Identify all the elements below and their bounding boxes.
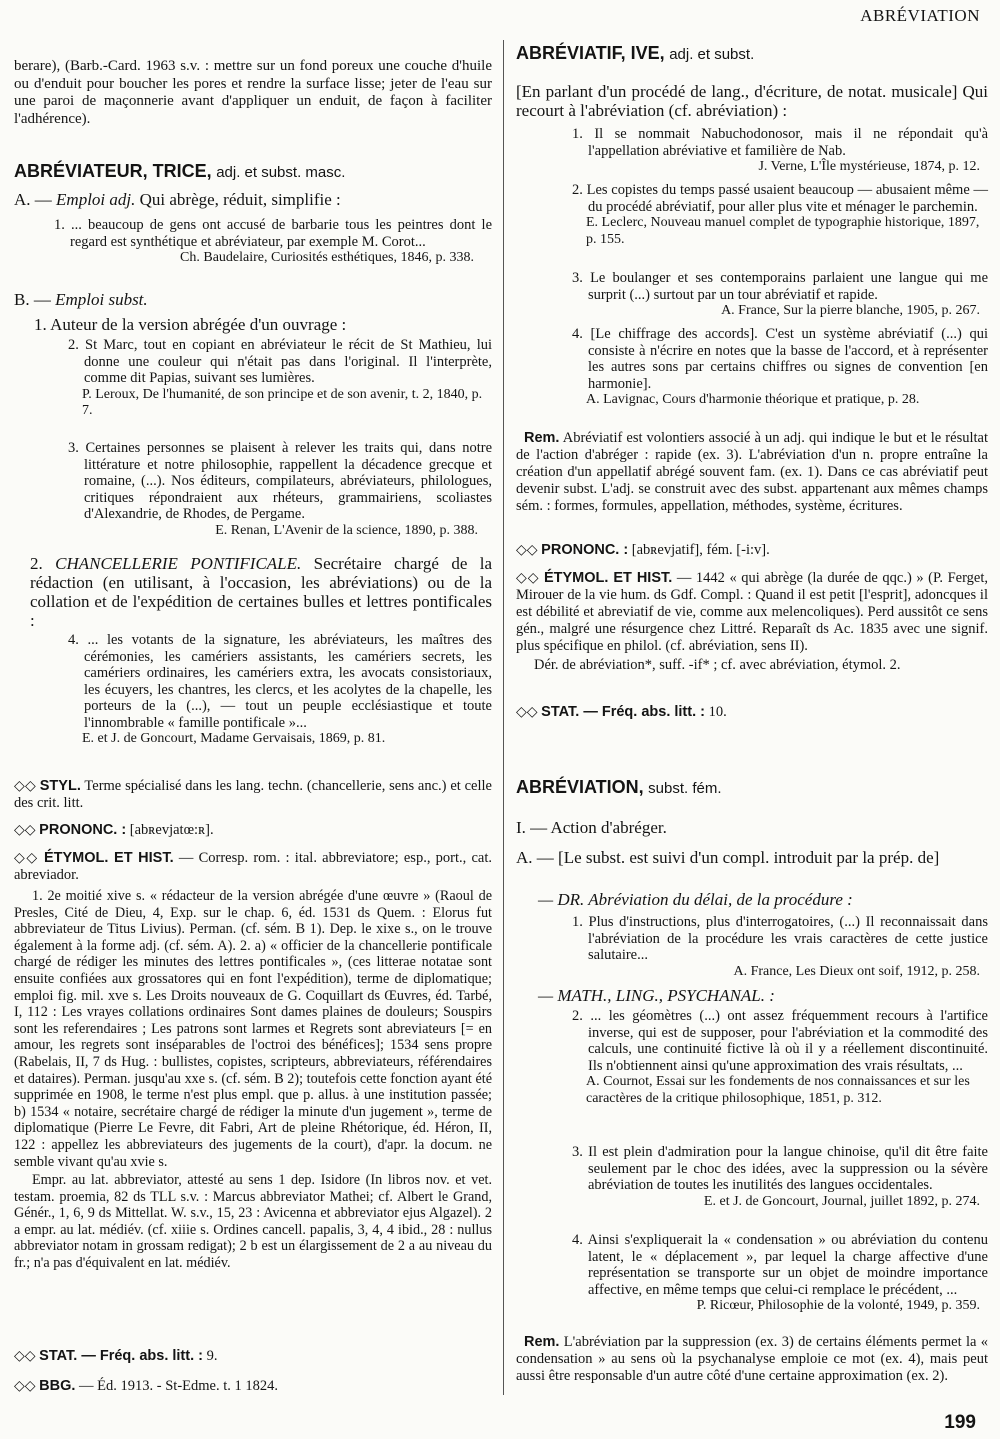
example-source: J. Verne, L'Île mystérieuse, 1874, p. 12. — [758, 159, 980, 174]
entry-abreviateur-headword — [14, 160, 492, 184]
headword: ABRÉVIATIF, IVE, — [516, 43, 665, 63]
column-rule — [503, 40, 504, 1395]
bbg-rubric: ◇◇ BBG. — Éd. 1913. - St-Edme. t. 1 1824. — [14, 1378, 279, 1394]
example-1: 1. ... beaucoup de gens ont accusé de barbarie tous les peintres dont le regard est synthétique et abréviateur, par exemple M. Corot... Ch. Baudelaire, Curiosités esthétiques, 1846, p. 338. — [54, 217, 493, 265]
section-i: I. — Action d'abréger. — [516, 818, 667, 837]
headword: ABRÉVIATION, — [516, 777, 644, 797]
remark: Rem. Abréviatif est volontiers associé à un adj. qui indique le but et le résultat de l'action d'abréger : rapide (ex. 3). L'abréviation d'un n. propre entraîne la création d'un appellatif abrégé souvent fam. (ex. 1). Dans ce cas abréviatif peut devenir subst. L'adj. se construit avec des subst. appartenant aux mêmes champs sém. : formes, formules, appellation, méthodes, système, écritures. — [516, 430, 988, 514]
example-source: A. Cournot, Essai sur les fondements de nos connaissances et sur les caractères de la critique philosophique, 1851, p. 312. — [586, 1074, 970, 1106]
entry-abreviation-headword — [516, 776, 988, 800]
example-source: A. Lavignac, Cours d'harmonie théorique et pratique, p. 28. — [586, 392, 920, 407]
headword: ABRÉVIATEUR, TRICE, — [14, 161, 212, 181]
example-source: E. Renan, L'Avenir de la science, 1890, p. 388. — [215, 522, 478, 538]
example-2: 2. Les copistes du temps passé usaient beaucoup — abusaient même — du procédé abréviatif, pour aller plus vite et ménager le parchemin. E. Leclerc, Nouveau manuel complet de typographie historique, 1897, p. 155. — [572, 182, 989, 247]
etymol-emprunt: Empr. au lat. abbreviator, attesté au sens 1 dep. Isidore (In libros nov. et vet. testam. proemia, 82 ds TLL s.v. : Marcus abbreviator Mathei; cf. Albert le Grand, Génér., 1, 6, 9 ds Mittellat. W. s.v., 15, 23 : Avicenna et abbreviator ejus Algazel). 2 a empr. au lat. médiév. (cf. xiiie s. Ordines cancell. papalis, 3, 4, 4 ibid., 28 : nullus abbreviator notam in grossam redigat); 2 b est un élargissement de 2 a au niveau du fr.; n'a pas d'équivalent en lat. médiév. — [14, 1172, 492, 1272]
example-1: 1. Il se nommait Nabuchodonosor, mais il ne répondait qu'à l'appellation abréviative et familière de Nab. J. Verne, L'Île mystérieuse, 1874, p. 12. — [572, 126, 989, 174]
section-b: B. — Emploi subst. — [14, 290, 148, 309]
example-4: 4. ... les votants de la signature, les abréviateurs, les maîtres des cérémonies, les camériers assistants, les camériers secrets, les camériers ordinaires, les camériers extra, les avocats consistoriaux, les écuyers, les chantres, les clercs, et les acolytes de la chapelle, les porteurs de la (...), — tout un peuple ecclésiastique et toute l'innombrable « famille pontificale »... E. et J. de Goncourt, Madame Gervaisais, 1869, p. 81. — [68, 632, 492, 746]
example-3: 3. Le boulanger et ses contemporains parlaient une langue qui me surprit (...) surtout par un tour abréviatif et rapide. A. France, Sur la pierre blanche, 1905, p. 267. — [572, 270, 989, 318]
remark: Rem. L'abréviation par la suppression (ex. 3) de certains éléments permet la « condensation » au sens où la psychanalyse emploie ce mot (ex. 4), mais peut aussi être responsable d'un autre côté d'une certaine approximation (ex. 2). — [516, 1334, 989, 1384]
example-source: Ch. Baudelaire, Curiosités esthétiques, 1846, p. 338. — [180, 250, 474, 265]
example-2: 2. ... les géomètres (...) ont assez fréquemment recours à l'artifice inverse, qui est de supposer, pour l'abréviation et la commodité des calculs, une continuité fictive là où il y a réellement discontinuité. Ils n'obtiennent ainsi qu'une approximation des vrais résultats, ... A. Cournot, Essai sur les fondements de nos connaissances et sur les caractères de la critique philosophique, 1851, p. 312. — [572, 1008, 988, 1106]
sense-2: 2. CHANCELLERIE PONTIFICALE. Secrétaire chargé de la rédaction (en utilisant, à l'occasion, les abréviations) ou de la collation et de l'expédition de certaines bulles et lettres pontificales : — [30, 554, 493, 630]
example-3: 3. Certaines personnes se plaisent à relever les traits qui, dans notre littérature et notre philosophie, rappellent la décadence grecque et romaine, (...). Nos éditeurs, compilateurs, abréviateurs, philologues, critiques répondraient aux rhéteurs, grammairiens, scoliastes d'Alexandrie, de Rhodes, de Pergame. E. Renan, L'Avenir de la science, 1890, p. 388. — [68, 440, 493, 538]
example-source: A. France, Les Dieux ont soif, 1912, p. 258. — [733, 963, 980, 979]
stat-rubric: ◇◇ STAT. — Fréq. abs. litt. : 10. — [516, 704, 727, 720]
example-4: 4. [Le chiffrage des accords]. C'est un système abréviatif (...) qui consiste à n'écrire en notes que la basse de l'accord, et à représenter les autres sons par certains chiffres ou signes de convention [en harmonie]. A. Lavignac, Cours d'harmonie théorique et pratique, p. 28. — [572, 326, 988, 407]
domain-dr: — DR. Abréviation du délai, de la procédure : — [538, 890, 853, 909]
domain-math: — MATH., LING., PSYCHANAL. : — [538, 986, 775, 1005]
example-source: E. et J. de Goncourt, Journal, juillet 1892, p. 274. — [703, 1193, 980, 1209]
definition: [En parlant d'un procédé de lang., d'écriture, de notat. musicale] Qui recourt à l'abréviation (cf. abréviation) : — [516, 82, 988, 120]
etymol-rubric: ◇◇ ÉTYMOL. ET HIST. — 1442 « qui abrège (la durée de qqc.) » (P. Ferget, Mirouer de la vie hum. ds Gdf. Compl. : Quand il est petit [l'esprit], adoncques il est débilité et abreviatif de vie, comme aux melencoliques). Perd aussitôt ce sens gén., malgré une résurgence chez Littré. Reparaît ds Ac. 1835 avec une signif. plus spécifique en philol. (cf. abréviation, sens II). Dér. de abréviation*, suff. -if* ; cf. avec abréviation, étymol. 2. — [516, 570, 988, 673]
example-source: P. Ricœur, Philosophie de la volonté, 1949, p. 359. — [696, 1298, 980, 1313]
page-number: 199 — [944, 1412, 976, 1433]
derivation: Dér. de abréviation*, suff. -if* ; cf. avec abréviation, étymol. 2. — [534, 657, 901, 673]
stat-rubric: ◇◇ STAT. — Fréq. abs. litt. : 9. — [14, 1348, 218, 1364]
prononc-rubric: ◇◇ PRONONC. : [abʀevjatœ:ʀ]. — [14, 822, 214, 838]
example-1: 1. Plus d'instructions, plus d'interrogatoires, (...) Il reconnaissait dans l'abréviation de la procédure les vrais caractères de cette justice salutaire... A. France, Les Dieux ont soif, 1912, p. 258. — [572, 914, 988, 979]
example-source: P. Leroux, De l'humanité, de son principe et de son avenir, t. 2, 1840, p. 7. — [82, 386, 483, 418]
example-source: E. et J. de Goncourt, Madame Gervaisais, 1869, p. 81. — [82, 731, 386, 746]
grammar-label: adj. et subst. masc. — [216, 164, 346, 181]
grammar-label: adj. et subst. — [669, 46, 755, 63]
example-2: 2. St Marc, tout en copiant en abréviateur le récit de St Mathieu, lui donne une couleur qui n'était pas dans l'original. Il l'interprète, comme dit Papias, suivant ses lumières. P. Leroux, De l'humanité, de son principe et de son avenir, t. 2, 1840, p. 7. — [68, 337, 492, 418]
grammar-label: subst. fém. — [648, 780, 722, 797]
styl-rubric: ◇◇ STYL. Terme spécialisé dans les lang. techn. (chancellerie, sens anc.) et celle des crit. litt. — [14, 778, 492, 811]
section-a: A. — Emploi adj. Qui abrège, réduit, simplifie : — [14, 190, 341, 209]
example-source: E. Leclerc, Nouveau manuel complet de typographie historique, 1897, p. 155. — [586, 215, 980, 247]
etymol-body: 1. 2e moitié xive s. « rédacteur de la version abrégée d'une œuvre » (Raoul de Presles, Cité de Dieu, 4, Exp. sur le chap. 6, éd. 1531 ds Quem. : Elorus fut abbreviateur de Titus Livius). Perman. (cf. sém. B 1). Dep. le xixe s., on le trouve également à la forme adj. (cf. sém. A). 2. a) « officier de la chancellerie pontificale chargé de rédiger les minutes des lettres pontificales », (ces litterae notatae sont ensuite confiées aux grossatores qui en font l'expédition), terme de diplomatique; emploi fig. mil. xve s. Les Droits nouveaux de G. Coquillart ds Œuvres, éd. Tarbé, I, 112 : Les vrayes collations ordinaires Sont dames plaines de douleurs; Souspirs sont les referendaires ; Les patrons sont larmes et Regrets sont abreviateurs [= en amour, les regrets sont inséparables de l'octroi des bénéfices]; 1534 sens propre (Rabelais, II, 7 ds Hug. : bullistes, copistes, scripteurs, abbreviateurs, référendaires et dataires). Perman. jusqu'au xxe s. (cf. sém. B 2); toutefois cette fonction ayant été supprimée en 1908, le terme n'est plus empl. que p. allus. à une institution passée; b) 1534 « notaire, secrétaire chargé de rédiger la minute d'un jugement », terme de diplomatique (Pierre Le Fevre, dit Fabri, Art de pleine Rhétorique, éd. Héron, II, 122 : appellez les abbreviateurs des jugements de la court), d'apr. la docum. ne semble vivant qu'au xvie s. — [14, 888, 492, 1170]
sense-1: 1. Auteur de la version abrégée d'un ouvrage : — [34, 315, 347, 334]
running-head: ABRÉVIATION — [860, 6, 980, 25]
example-source: A. France, Sur la pierre blanche, 1905, p. 267. — [721, 303, 980, 318]
example-3: 3. Il est plein d'admiration pour la langue chinoise, qu'il dit être faite seulement par le choc des idées, avec la suppression ou la sévère abréviation de toutes les inutilités des langues occidentales. E. et J. de Goncourt, Journal, juillet 1892, p. 274. — [572, 1144, 988, 1209]
section-a: A. — [Le subst. est suivi d'un compl. introduit par la prép. de] — [516, 848, 940, 867]
example-4: 4. Ainsi s'expliquerait la « condensation » ou abréviation du contenu latent, le « déplacement », par lequel la charge affective d'une représentation se transporte sur un objet de moindre importance affective, en même temps que celui-ci remplace le précédent, ... P. Ricœur, Philosophie de la volonté, 1949, p. 359. — [572, 1232, 988, 1313]
entry-abreviatif-headword — [516, 42, 988, 66]
top-continuation: berare), (Barb.-Card. 1963 s.v. : mettre sur un fond poreux une couche d'huile ou d'enduit pour boucher les pores et rendre la surface lisse; jeter de l'eau sur une paroi de maçonnerie avant d'appliquer un enduit, de façon à faciliter l'adhérence). — [14, 58, 492, 127]
prononc-rubric: ◇◇ PRONONC. : [abʀevjatif], fém. [-i:v]. — [516, 542, 770, 558]
etymol-rubric: ◇◇ ÉTYMOL. ET HIST. — Corresp. rom. : ital. abbreviatore; esp., port., cat. abreviador. 1. 2e moitié xive s. « rédacteur de la version abrégée d'une œuvre » (Raoul de Presles, Cité de Dieu, 4, Exp. sur le chap. 6, éd. 1531 ds Quem. : Elorus fut abbreviateur de Titus Livius). Perman. (cf. sém. B 1). Dep. le xixe s., on le trouve également à la forme adj. (cf. sém. A). 2. a) « officier de la chancellerie pontificale chargé de rédiger les minutes des lettres pontificales », (ces litterae notatae sont ensuite confiées aux grossatores qui en font l'expédition), terme de diplomatique; emploi fig. mil. xve s. Les Droits nouveaux de G. Coquillart ds Œuvres, éd. Tarbé, I, 112 : Les vrayes collations ordinaires Sont dames plaines de douleurs; Souspirs sont les referendaires ; Les patrons sont larmes et Regrets sont abreviateurs [= en amour, les regrets sont inséparables de l'octroi des bénéfices]; 1534 sens propre (Rabelais, II, 7 ds Hug. : bullistes, copistes, scripteurs, abbreviateurs, référendaires et dataires). Perman. jusqu'au xxe s. (cf. sém. B 2); toutefois cette fonction ayant été supprimée en 1908, le terme n'est plus empl. que p. allus. à une institution passée; b) 1534 « notaire, secrétaire chargé de rédiger la minute d'un jugement », terme de diplomatique (Pierre Le Fevre, dit Fabri, Art de pleine Rhétorique, éd. Héron, II, 122 : appellez les abbreviateurs des jugements de la court), d'apr. la docum. ne semble vivant qu'au xvie s. Empr. au lat. abbreviator, attesté au sens 1 dep. Isidore (In libros nov. et vet. testam. proemia, 82 ds TLL s.v. : Marcus abbreviator Mathei; cf. Albert le Grand, Génér., 1, 6, 9 ds Mittellat. W. s.v., 15, 23 : Avicenna et abbreviator ejus Algazel). 2 a empr. au lat. médiév. (cf. xiiie s. Ordines cancell. papalis, 3, 4, 4 ibid., 28 : nullus abbreviator notam in grossam redigat); 2 b est un élargissement de 2 a au niveau du fr.; n'a pas d'équivalent en lat. médiév. — [14, 850, 493, 1272]
